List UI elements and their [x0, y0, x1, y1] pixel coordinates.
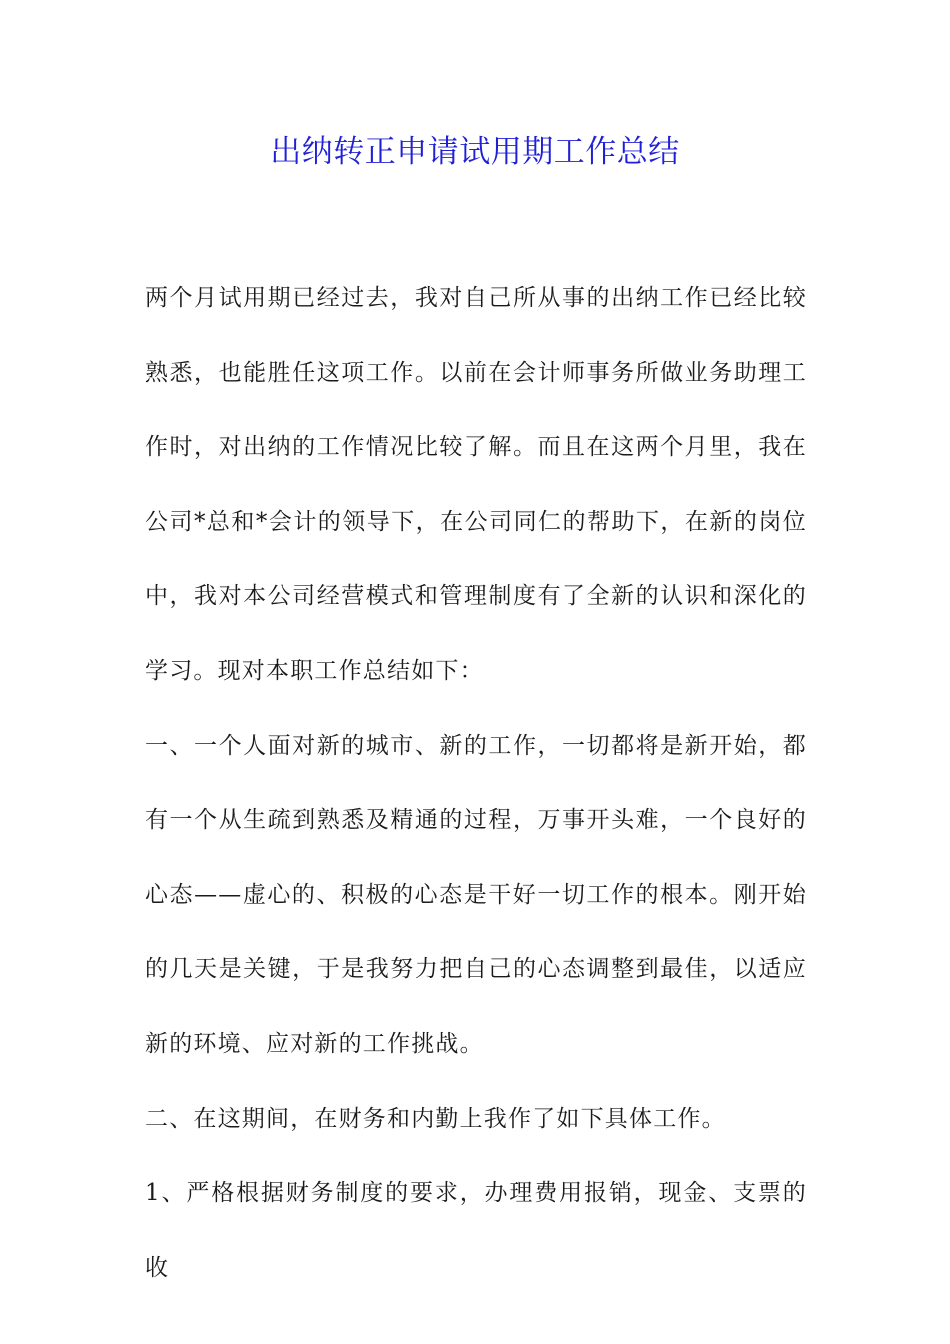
paragraph-section-1: 一、一个人面对新的城市、新的工作，一切都将是新开始，都有一个从生疏到熟悉及精通的过程，万事开头难，一个良好的心态——虚心的、积极的心态是干好一切工作的根本。刚开始的几天是关键，于是我努力把自己的心态调整到最佳，以适应新的环境、应对新的工作挑战。	[145, 732, 807, 1057]
paragraph-section-2: 二、在这期间，在财务和内勤上我作了如下具体工作。	[145, 1105, 726, 1132]
document-body	[145, 261, 807, 1305]
document-title: 出纳转正申请试用期工作总结	[270, 134, 680, 170]
paragraph-item-1: 1、严格根据财务制度的要求，办理费用报销，现金、支票的收	[145, 1180, 807, 1281]
paragraph-intro: 两个月试用期已经过去，我对自己所从事的出纳工作已经比较熟悉，也能胜任这项工作。以前在会计师事务所做业务助理工作时，对出纳的工作情况比较了解。而且在这两个月里，我在公司*总和*会计的领导下，在公司同仁的帮助下，在新的岗位中，我对本公司经营模式和管理制度有了全新的认识和深化的学习。现对本职工作总结如下：	[145, 285, 807, 684]
